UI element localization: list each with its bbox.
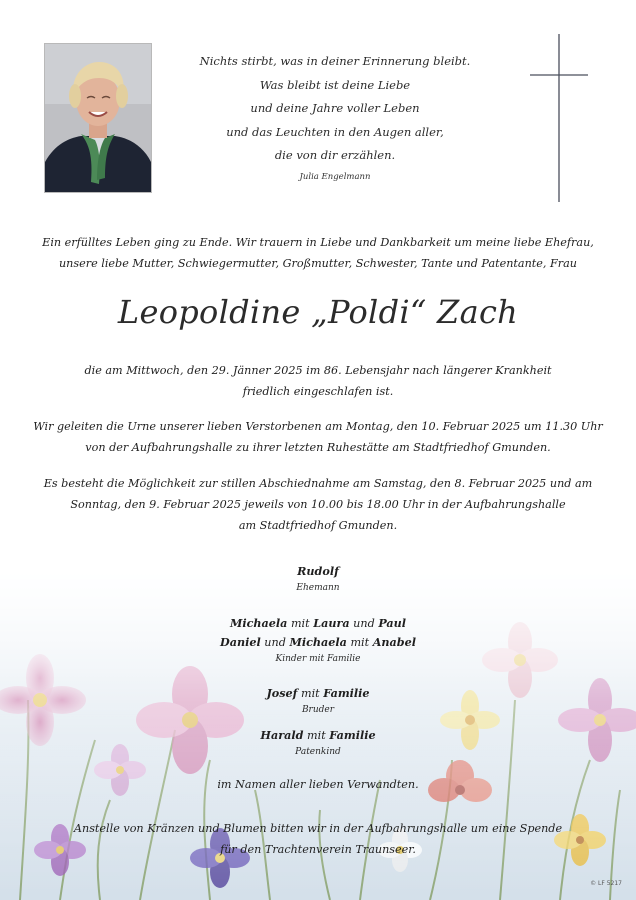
- grandchild-name: Anabel: [372, 635, 416, 649]
- farewell-line: Es besteht die Möglichkeit zur stillen Abschiednahme am Samstag, den 8. Februar 2025 und am: [43, 477, 593, 490]
- poem-line: und deine Jahre voller Leben: [250, 101, 420, 115]
- intro-line: Ein erfülltes Leben ging zu Ende. Wir trauern in Liebe und Dankbarkeit um meine liebe Ehefrau,: [42, 236, 594, 249]
- death-notice-line: die am Mittwoch, den 29. Jänner 2025 im 86. Lebensjahr nach längerer Krankheit: [84, 364, 552, 377]
- brother-family: Familie: [323, 686, 370, 700]
- death-notice-line: friedlich eingeschlafen ist.: [242, 385, 394, 398]
- poem-line: Was bleibt ist deine Liebe: [259, 77, 411, 92]
- husband-role: Ehemann: [296, 583, 340, 593]
- intro-text: [20, 232, 616, 274]
- relatives-text: im Namen aller lieben Verwandten.: [217, 778, 419, 791]
- farewell-line: Sonntag, den 9. Februar 2025 jeweils von 10.00 bis 18.00 Uhr in der Aufbahrungshalle: [70, 498, 566, 511]
- grandchild-name: Paul: [378, 616, 407, 630]
- farewell-info: [20, 473, 616, 536]
- poem-line: die von dir erzählen.: [274, 148, 396, 162]
- children-role: Kinder mit Familie: [275, 654, 361, 664]
- godchild-role: Patenkind: [295, 747, 341, 757]
- child-name: Daniel: [220, 635, 261, 649]
- poem: [170, 50, 500, 186]
- donation-line: für den Trachtenverein Traunseer.: [220, 843, 416, 856]
- intro-line: unsere liebe Mutter, Schwiegermutter, Großmutter, Schwester, Tante und Patentante, Frau: [58, 257, 578, 270]
- death-notice: [20, 360, 616, 402]
- spouse-name: Michaela: [289, 635, 347, 649]
- donation-line: Anstelle von Kränzen und Blumen bitten wir in der Aufbahrungshalle um eine Spende: [73, 822, 563, 835]
- connector-text: und: [264, 636, 286, 649]
- family-husband: [118, 562, 518, 596]
- family-brother: [118, 684, 518, 718]
- brother-role: Bruder: [301, 705, 335, 715]
- connector-text: mit: [290, 617, 310, 630]
- poem-line: Nichts stirbt, was in deiner Erinnerung bleibt.: [199, 54, 471, 68]
- connector-text: mit: [350, 636, 370, 649]
- family-children: [118, 614, 518, 667]
- connector-text: mit: [301, 687, 320, 700]
- relatives-line: [118, 775, 518, 794]
- funeral-line: Wir geleiten die Urne unserer lieben Verstorbenen am Montag, den 10. Februar 2025 um 11.30 Uhr: [33, 420, 603, 433]
- family-godchild: [118, 726, 518, 760]
- poem-author: Julia Engelmann: [299, 171, 371, 182]
- footnote-code: © LF 5217: [590, 880, 622, 887]
- grandchild-name: Laura: [313, 616, 350, 630]
- donation-request: [20, 818, 616, 860]
- godchild-family: Familie: [329, 728, 376, 742]
- child-name: Michaela: [229, 616, 288, 630]
- connector-text: und: [353, 617, 375, 630]
- funeral-line: von der Aufbahrungshalle zu ihrer letzten Ruhestätte am Stadtfriedhof Gmunden.: [85, 441, 551, 454]
- poem-line: und das Leuchten in den Augen aller,: [226, 124, 444, 139]
- farewell-line: am Stadtfriedhof Gmunden.: [238, 519, 398, 532]
- deceased-name: Leopoldine „Poldi“ Zach: [117, 293, 519, 331]
- brother-name: Josef: [266, 686, 298, 700]
- godchild-name: Harald: [260, 728, 304, 742]
- connector-text: mit: [307, 729, 326, 742]
- funeral-info: [20, 416, 616, 458]
- cross-icon: [530, 34, 588, 202]
- husband-name: Rudolf: [297, 564, 339, 578]
- portrait-photo: [44, 43, 152, 193]
